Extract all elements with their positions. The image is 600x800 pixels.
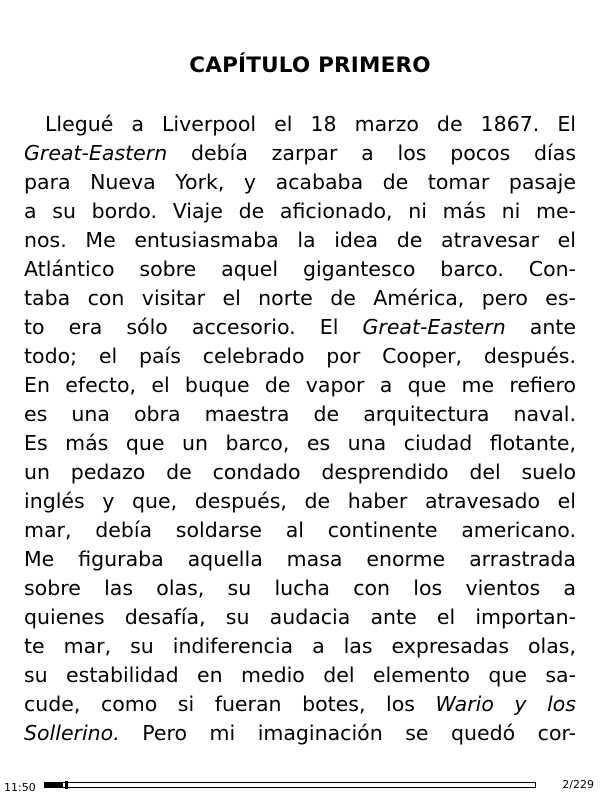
text-line: En efecto, el buque de vapor a que me refiero (24, 373, 576, 397)
text-line: inglés y que, después, de haber atravesado el (24, 489, 576, 513)
text-line: Sollerino. Pero mi imaginación se quedó cor- (24, 721, 576, 745)
text-line: Great-Eastern debía zarpar a los pocos días (24, 141, 576, 165)
chapter-title: CAPÍTULO PRIMERO (189, 53, 431, 78)
reading-progress-marker[interactable] (65, 781, 68, 789)
text-line: a su bordo. Viaje de aficionado, ni más ni me- (24, 199, 576, 223)
text-line: para Nueva York, y acababa de tomar pasaje (24, 170, 576, 194)
text-line: nos. Me entusiasmaba la idea de atravesar el (24, 228, 576, 252)
page-indicator: 2/229 (562, 778, 594, 791)
text-line: cude, como si fueran botes, los Wario y los (24, 692, 576, 716)
text-line: Llegué a Liverpool el 18 marzo de 1867. El (45, 112, 576, 136)
text-line: Es más que un barco, es una ciudad flotante, (24, 431, 576, 455)
text-line: su estabilidad en medio del elemento que sa- (24, 663, 576, 687)
text-line: to era sólo accesorio. El Great-Eastern ante (24, 315, 576, 339)
text-line: un pedazo de condado desprendido del suelo (24, 460, 576, 484)
reading-progress-fill (45, 783, 63, 787)
text-line: te mar, su indiferencia a las expresadas olas, (24, 634, 576, 658)
text-line: sobre las olas, su lucha con los vientos a (24, 576, 576, 600)
status-bar (0, 774, 600, 800)
text-line: quienes desafía, su audacia ante el importan- (24, 605, 576, 629)
text-line: todo; el país celebrado por Cooper, después. (24, 344, 576, 368)
clock-time: 11:50 (4, 781, 36, 794)
page-text (24, 110, 576, 748)
text-line: es una obra maestra de arquitectura naval. (24, 402, 576, 426)
text-line: Me figuraba aquella masa enorme arrastrada (24, 547, 576, 571)
text-line: taba con visitar el norte de América, pero es- (24, 286, 576, 310)
text-line: mar, debía soldarse al continente americano. (24, 518, 576, 542)
text-line: Atlántico sobre aquel gigantesco barco. Con- (24, 257, 576, 281)
reading-progress-bar[interactable] (44, 782, 536, 788)
